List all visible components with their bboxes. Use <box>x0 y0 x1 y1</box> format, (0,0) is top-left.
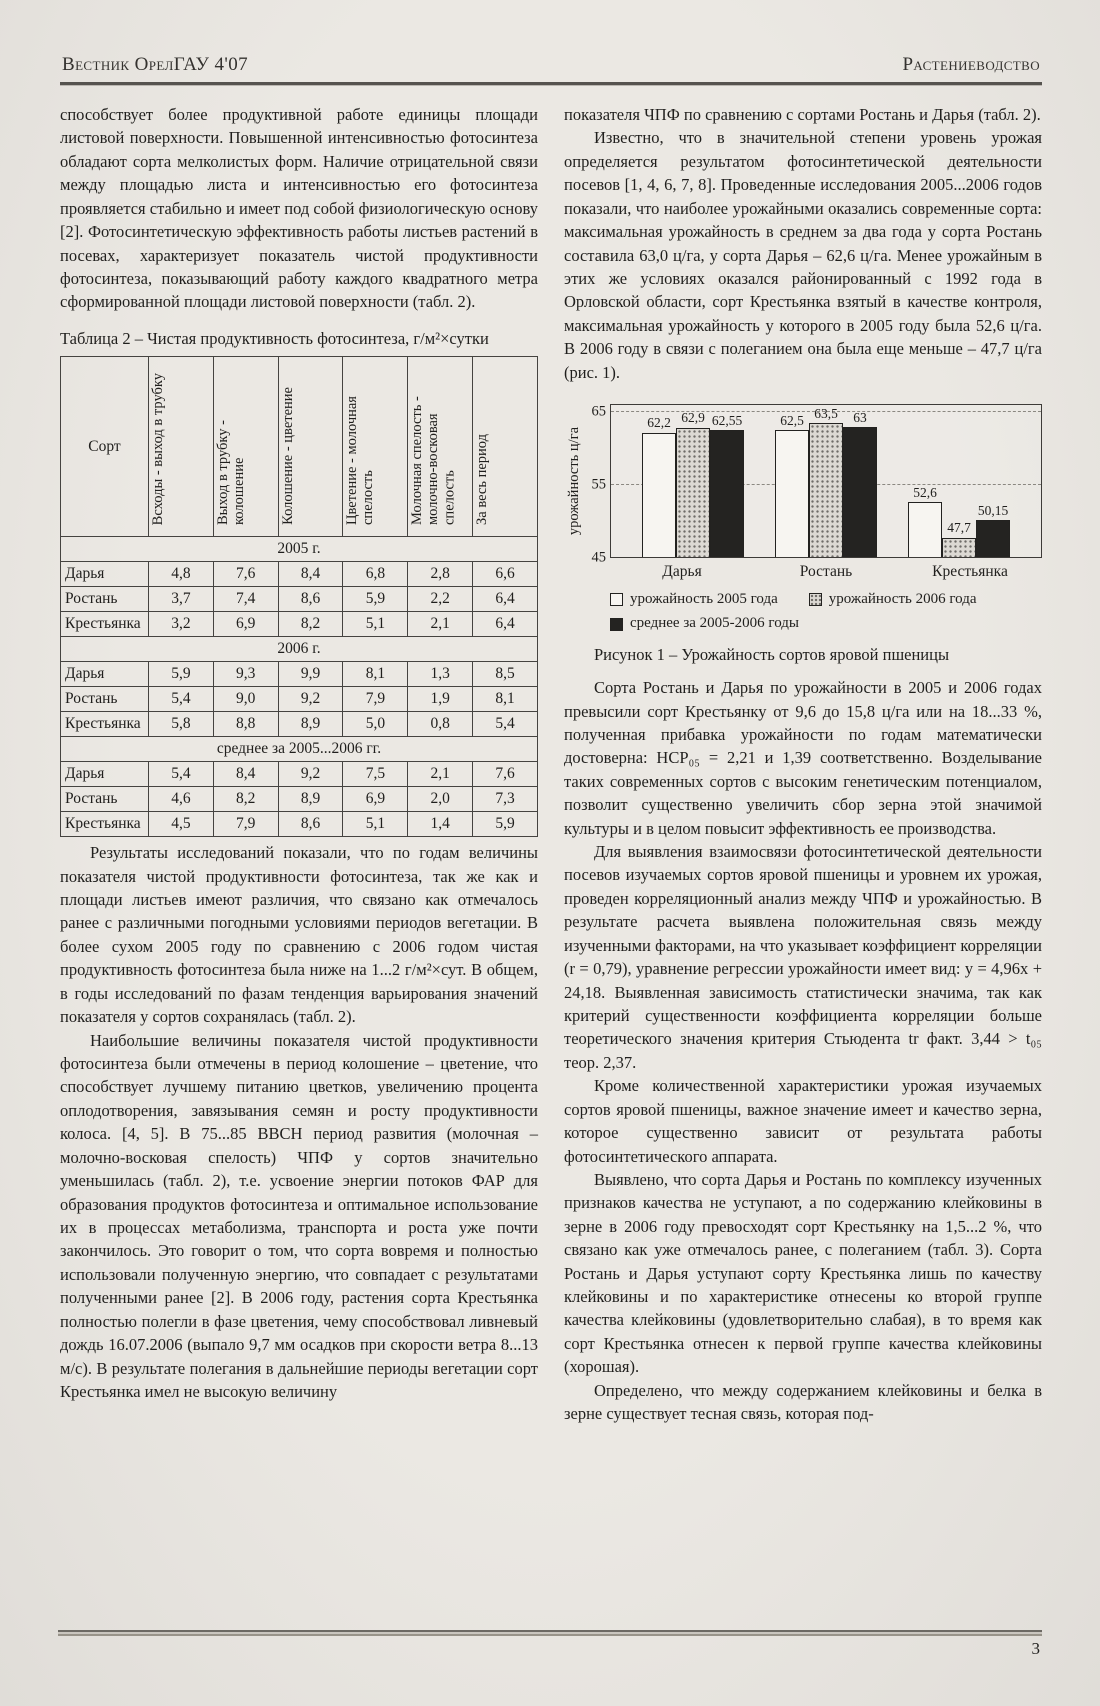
table-cell-value: 2,2 <box>408 587 473 612</box>
right-column <box>564 103 1042 1426</box>
table-cell-value: 8,5 <box>473 662 538 687</box>
table-cell-value: 8,8 <box>213 712 278 737</box>
paragraph: Кроме количественной характеристики урожая изучаемых сортов яровой пшеницы, важное значение имеет и качество зерна, которое существенно зависит от результата работы фотосинтетического аппарата. <box>564 1076 1042 1166</box>
chart-y-axis-title: урожайность ц/га <box>565 426 582 536</box>
table-cell-value: 6,9 <box>213 612 278 637</box>
table-row <box>61 712 538 737</box>
table-cell-value: 5,9 <box>343 587 408 612</box>
legend-swatch-average <box>610 618 623 631</box>
bar-value-label: 63,5 <box>814 406 838 422</box>
table-header-label: Колошение - цветение <box>279 387 296 526</box>
table-cell-value: 8,4 <box>278 562 343 587</box>
table-cell-value: 9,2 <box>278 762 343 787</box>
table-cell-variety: Ростань <box>61 787 149 812</box>
bar <box>809 406 843 557</box>
bar <box>843 409 877 557</box>
bar-value-label: 62,55 <box>711 412 743 428</box>
paragraph: Сорта Ростань и Дарья по урожайности в 2005 и 2006 годах превысили сорт Крестьянку от 9,6 до 15,8 ц/га или на 18...33 %, полученная прибавка урожайности по годам математически достоверна: НСР₀₅ = 2,21 и 1,39 соответственно. Возделывание таких современных сортов с высоким генетическим потенциалом, позволит существенно увеличить сбор зерна этой значимой культуры и в целом повысит эффективность ее производства. <box>564 678 1042 838</box>
legend-item-2005 <box>610 589 809 610</box>
table-cell-value: 5,4 <box>473 712 538 737</box>
x-axis-label: Ростань <box>799 563 853 581</box>
table-row <box>61 687 538 712</box>
legend-item-2006 <box>809 589 1042 610</box>
bar <box>676 410 710 558</box>
table-cell-value: 8,2 <box>213 787 278 812</box>
bar-group <box>642 405 744 557</box>
table-header <box>213 357 278 537</box>
table-cell-value: 3,2 <box>149 612 214 637</box>
table-header <box>473 357 538 537</box>
x-axis-label: Дарья <box>662 563 702 581</box>
paragraph: Известно, что в значительной степени уровень урожая определяется результатом фотосинтетической деятельности посевов [1, 4, 6, 7, 8]. Проведенные исследования 2005...2006 годов показали, что наиболее урожайными оказались современные сорта: максимальная урожайность в среднем за два года у сорта Ростань составила 63,0 ц/га, у сорта Дарья – 62,6 ц/га. Менее урожайным в этих же условиях оказался районированный с 1992 года в Орловской области, сорт Крестьянка взятый в качестве контроля, максимальная урожайность у которого в 2005 году была 52,6 ц/га. В 2006 году в связи с полеганием она была еще меньше – 47,7 ц/га (рис. 1). <box>564 128 1042 382</box>
npf-table <box>60 356 538 837</box>
bar-value-label: 52,6 <box>913 484 937 500</box>
table-cell-value: 4,6 <box>149 787 214 812</box>
table-cell-value: 8,9 <box>278 787 343 812</box>
footer-rule <box>58 1630 1042 1636</box>
bar-group <box>775 405 877 557</box>
table-caption: Таблица 2 – Чистая продуктивность фотосинтеза, г/м²×сутки <box>60 328 489 348</box>
page-number: 3 <box>1031 1639 1040 1658</box>
table-cell-value: 7,6 <box>473 762 538 787</box>
legend-label: среднее за 2005-2006 годы <box>630 615 799 632</box>
paragraph: Результаты исследований показали, что по годам величины показателя чистой продуктивности фотосинтеза, так же как и площади листьев имеют различия, что связано как отмечалось ранее с различными погодными условиями периодов вегетации. В более сухом 2005 году по сравнению с 2006 годом чистая продуктивность фотосинтеза была ниже на 1...2 г/м²×сут. В общем, в годы исследований по фазам тенденция варьирования значений показателя у сортов сохранялась (табл. 2). <box>60 843 538 1027</box>
table-cell-variety: Крестьянка <box>61 812 149 837</box>
table-cell-variety: Дарья <box>61 762 149 787</box>
table-header <box>278 357 343 537</box>
table-header-label: Цветение - молочная спелость <box>344 396 377 526</box>
table-section-row: 2005 г. <box>61 537 538 562</box>
chart-y-axis <box>584 403 610 566</box>
table-cell-value: 7,5 <box>343 762 408 787</box>
legend-item-average <box>610 613 1042 634</box>
paragraph: Определено, что между содержанием клейковины и белка в зерне существует тесная связь, которая под- <box>564 1380 1042 1424</box>
bar <box>642 415 676 557</box>
bar-value-label: 62,2 <box>647 415 671 431</box>
table-cell-value: 5,8 <box>149 712 214 737</box>
table-cell-value: 5,9 <box>149 662 214 687</box>
chart-x-axis <box>564 561 1042 583</box>
table-cell-value: 2,1 <box>408 612 473 637</box>
y-axis-tick: 45 <box>591 549 606 566</box>
table-cell-value: 9,3 <box>213 662 278 687</box>
header-rule <box>60 82 1042 85</box>
table-cell-value: 7,4 <box>213 587 278 612</box>
table-cell-value: 4,5 <box>149 812 214 837</box>
table-cell-value: 3,7 <box>149 587 214 612</box>
table-row <box>61 662 538 687</box>
figure-caption: Рисунок 1 – Урожайность сортов яровой пшеницы <box>594 644 950 664</box>
section-title: Растениеводство <box>902 54 1040 75</box>
table-cell-value: 9,0 <box>213 687 278 712</box>
table-row <box>61 812 538 837</box>
table-row <box>61 612 538 637</box>
table-cell-value: 5,1 <box>343 812 408 837</box>
table-cell-value: 4,8 <box>149 562 214 587</box>
table-header <box>149 357 214 537</box>
table-cell-value: 6,4 <box>473 612 538 637</box>
table-cell-value: 2,1 <box>408 762 473 787</box>
table-cell-variety: Дарья <box>61 562 149 587</box>
journal-title: Вестник ОрелГАУ 4'07 <box>62 54 249 75</box>
table-cell-value: 9,9 <box>278 662 343 687</box>
legend-swatch-2006 <box>809 593 822 606</box>
table-cell-value: 1,3 <box>408 662 473 687</box>
table-cell-value: 5,0 <box>343 712 408 737</box>
table-cell-value: 5,4 <box>149 762 214 787</box>
bar-value-label: 63 <box>853 409 867 425</box>
npf-table-body <box>61 537 538 837</box>
table-cell-value: 8,4 <box>213 762 278 787</box>
table-header <box>408 357 473 537</box>
chart-plot <box>610 404 1042 558</box>
chart-legend <box>564 589 1042 635</box>
table-cell-value: 2,8 <box>408 562 473 587</box>
table-header-label: За весь период <box>474 434 491 526</box>
table-cell-value: 8,6 <box>278 587 343 612</box>
table-cell-value: 1,9 <box>408 687 473 712</box>
table-cell-value: 6,9 <box>343 787 408 812</box>
table-section-row: 2006 г. <box>61 637 538 662</box>
table-header <box>343 357 408 537</box>
table-header-label: Всходы - выход в трубку <box>150 372 166 526</box>
paragraph: Выявлено, что сорта Дарья и Ростань по комплексу изученных признаков качества не уступают, а по содержанию клейковины в зерне в 2006 году превосходят сорт Крестьянку на 1,5...2 %, что связано как уже отмечалось ранее, с полеганием (табл. 3). Сорта Ростань и Дарья уступают сорту Крестьянка лишь по качеству клейковины и по характеристике отнесены ко второй группе качества клейковины (удовлетворительно слабая), в то время как сорт Крестьянка отнесен к первой группе качества клейковины (хорошая). <box>564 1169 1042 1377</box>
table-cell-value: 7,6 <box>213 562 278 587</box>
table-cell-value: 7,3 <box>473 787 538 812</box>
table-header-label: Выход в трубку - колошение <box>214 420 248 526</box>
table-cell-value: 8,1 <box>343 662 408 687</box>
bar-value-label: 50,15 <box>977 502 1009 518</box>
table-header: Сорт <box>61 357 149 537</box>
page-header <box>60 54 1042 82</box>
table-cell-value: 7,9 <box>213 812 278 837</box>
x-axis-label: Крестьянка <box>932 563 1008 581</box>
bar-group <box>908 405 1010 557</box>
table-cell-value: 6,4 <box>473 587 538 612</box>
table-row <box>61 562 538 587</box>
table-row <box>61 587 538 612</box>
table-header-label: Молочная спелость - молочно-восковая спелость <box>409 396 458 526</box>
y-axis-tick: 55 <box>591 476 606 493</box>
bar <box>976 502 1010 557</box>
bar-value-label: 47,7 <box>947 520 971 536</box>
paragraph: способствует более продуктивной работе единицы площади листовой поверхности. Повышенной интенсивностью фотосинтеза обладают сорта мелколистых форм. Наличие отрицательной связи между площадью листа и интенсивностью его фотосинтеза проявляется стабильно и имеет под собой физиологическую основу [2]. Фотосинтетическую эффективность работы листьев растений в посевах, характеризует показатель чистой продуктивности фотосинтеза, показывающий работу каждого квадратного метра сформированной площади листовой поверхности (табл. 2). <box>60 105 538 312</box>
paragraph: показателя ЧПФ по сравнению с сортами Ростань и Дарья (табл. 2). <box>564 105 1041 124</box>
table-cell-value: 0,8 <box>408 712 473 737</box>
table-section-row: среднее за 2005...2006 гг. <box>61 737 538 762</box>
table-cell-variety: Крестьянка <box>61 712 149 737</box>
page-footer <box>58 1630 1042 1658</box>
bar <box>710 412 744 557</box>
two-column-body <box>60 103 1042 1426</box>
paragraph: Наибольшие величины показателя чистой продуктивности фотосинтеза были отмечены в период колошение – цветение, что способствует лучшему питанию цветков, увеличению процента оплодотворения, завязывания семян и росту продуктивности колоса. [4, 5]. В 75...85 ВВСН период развития (молочная – молочно-восковая спелость) ЧПФ у сортов значительно уменьшилась (табл. 2), т.е. усвоение энергии потоков ФАР для образования продуктов фотосинтеза и оптимальное использование их в процессах метаболизма, транспорта и роста уже почти закончилось. Это говорит о том, что сорта вовремя и полностью использовали полученную энергию, что совпадает с результатами полученными ранее [2]. В 2006 году, растения сорта Крестьянка полностью полегли в фазе цветения, чему способствовал ливневый дождь 16.07.2006 (выпало 9,7 мм осадков при скорости ветра 8...13 м/с). В результате полегания в дальнейшие периоды вегетации сорт Крестьянка имел не высокую величину <box>60 1030 538 1401</box>
npf-table-header-row <box>61 357 538 537</box>
table-cell-value: 5,9 <box>473 812 538 837</box>
bar-value-label: 62,5 <box>780 413 804 429</box>
table-cell-value: 9,2 <box>278 687 343 712</box>
table-cell-value: 8,6 <box>278 812 343 837</box>
table-row <box>61 762 538 787</box>
bar <box>775 413 809 557</box>
legend-label: урожайность 2005 года <box>630 591 778 608</box>
y-axis-tick: 65 <box>591 403 606 420</box>
paragraph: Для выявления взаимосвязи фотосинтетической деятельности посевов изучаемых сортов яровой пшеницы и уровнем их урожая, проведен корреляционный анализ между ЧПФ и урожайностью. В результате расчета выявлена положительная связь между изученными факторами, на что указывает коэффициент корреляции (r = 0,79), уравнение регрессии урожайности имеет вид: у = 4,96х + 24,18. Выявленная зависимость статистически значима, так как критерий существенности коэффициента корреляции больше теоретического значения критерия Стьюдента tr факт. 3,44 > t₀₅ теор. 2,37. <box>564 842 1042 1072</box>
table-cell-value: 8,2 <box>278 612 343 637</box>
table-cell-value: 5,4 <box>149 687 214 712</box>
table-cell-value: 6,8 <box>343 562 408 587</box>
legend-swatch-2005 <box>610 593 623 606</box>
table-cell-value: 1,4 <box>408 812 473 837</box>
left-column <box>60 103 538 1426</box>
table-cell-variety: Ростань <box>61 687 149 712</box>
table-cell-value: 8,9 <box>278 712 343 737</box>
legend-label: урожайность 2006 года <box>828 591 977 608</box>
figure-1 <box>564 404 1042 666</box>
bar <box>908 484 942 557</box>
table-cell-variety: Ростань <box>61 587 149 612</box>
bar-value-label: 62,9 <box>681 410 705 426</box>
table-cell-value: 8,1 <box>473 687 538 712</box>
table-row <box>61 787 538 812</box>
bar-chart <box>564 403 1042 566</box>
table-cell-variety: Дарья <box>61 662 149 687</box>
bar <box>942 520 976 558</box>
table-cell-value: 7,9 <box>343 687 408 712</box>
table-cell-value: 5,1 <box>343 612 408 637</box>
table-cell-value: 2,0 <box>408 787 473 812</box>
table-cell-value: 6,6 <box>473 562 538 587</box>
table-cell-variety: Крестьянка <box>61 612 149 637</box>
